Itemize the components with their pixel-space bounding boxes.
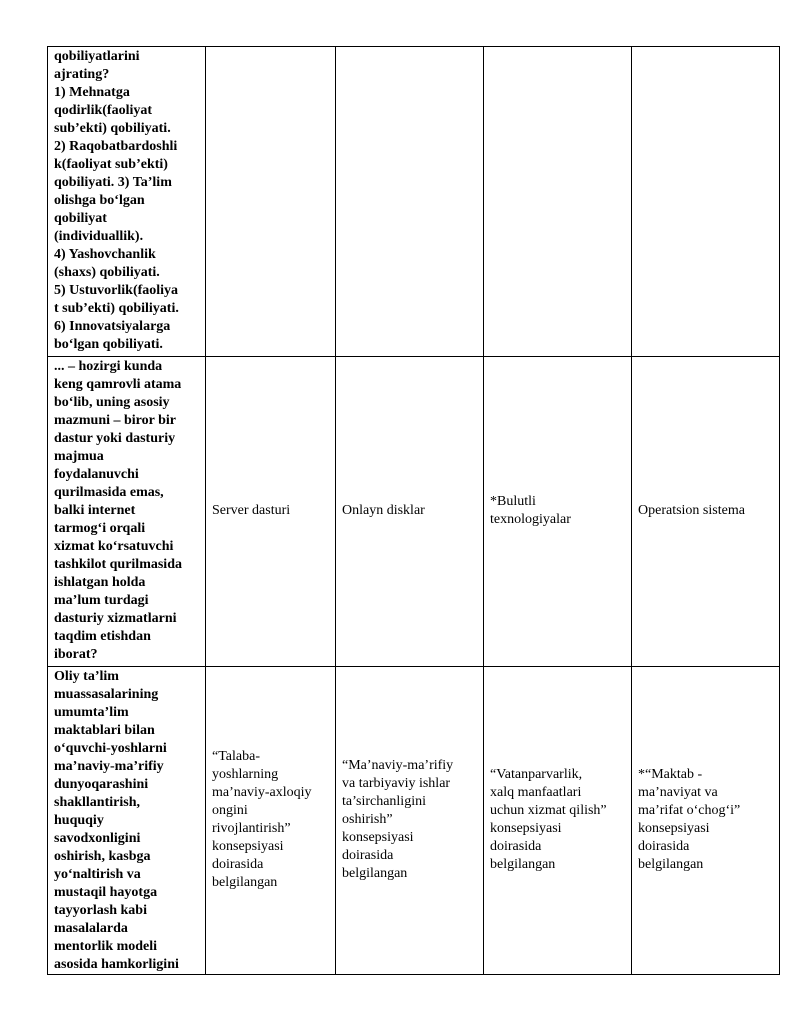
- answer-text-line: Operatsion sistema: [638, 503, 745, 518]
- answer-text-line: belgilangan: [638, 857, 704, 872]
- answer-text-line: *“Maktab -: [638, 767, 703, 782]
- question-text-line: qobiliyatlarini: [54, 49, 140, 64]
- table-row: [48, 357, 780, 667]
- answer-option-cell: [206, 357, 336, 667]
- question-text-line: ajrating?: [54, 67, 110, 82]
- question-text-line: 4) Yashovchanlik: [54, 247, 156, 262]
- question-text-line: huquqiy: [54, 813, 104, 828]
- question-text-line: k(faoliyat sub’ekti): [54, 157, 168, 172]
- question-text-line: Oliy ta’lim: [54, 669, 119, 684]
- answer-text-line: konsepsiyasi: [638, 821, 710, 836]
- question-text-line: oshirish, kasbga: [54, 849, 151, 864]
- table-row: [48, 47, 780, 357]
- question-text-line: 5) Ustuvorlik(faoliya: [54, 283, 179, 298]
- question-text-line: savodxonligini: [54, 831, 141, 846]
- answer-text-line: belgilangan: [342, 866, 408, 881]
- question-text-line: qurilmasida emas,: [54, 485, 164, 500]
- question-text-line: 1) Mehnatga: [54, 85, 130, 100]
- question-text-line: masalalarda: [54, 921, 128, 936]
- question-text-line: (individuallik).: [54, 229, 144, 244]
- answer-text-line: Onlayn disklar: [342, 503, 425, 518]
- answer-text-line: rivojlantirish”: [212, 821, 291, 836]
- question-text-line: maktablari bilan: [54, 723, 155, 738]
- question-text-line: t sub’ekti) qobiliyati.: [54, 301, 179, 316]
- answer-option-cell: [484, 667, 632, 975]
- question-text-line: majmua: [54, 449, 104, 464]
- question-text-line: foydalanuvchi: [54, 467, 139, 482]
- question-text-line: muassasalarining: [54, 687, 159, 702]
- answer-text-line: *Bulutli: [490, 494, 536, 509]
- question-cell: [48, 357, 206, 667]
- answer-text-line: xalq manfaatlari: [490, 785, 582, 800]
- answer-option-cell: [206, 47, 336, 357]
- question-text-line: tarmog‘i orqali: [54, 521, 146, 536]
- question-text-line: yo‘naltirish va: [54, 867, 141, 882]
- answer-text-line: uchun xizmat qilish”: [490, 803, 607, 818]
- question-text-line: umumta’lim: [54, 705, 129, 720]
- question-text-line: mentorlik modeli: [54, 939, 158, 954]
- answer-text-line: konsepsiyasi: [490, 821, 562, 836]
- question-text-line: olishga bo‘lgan: [54, 193, 145, 208]
- answer-text-line: ta’sirchanligini: [342, 794, 426, 809]
- question-text-line: balki internet: [54, 503, 136, 518]
- answer-text-line: ongini: [212, 803, 248, 818]
- answer-text-line: doirasida: [212, 857, 264, 872]
- question-text-line: qodirlik(faoliyat: [54, 103, 153, 118]
- answer-option-cell: [336, 47, 484, 357]
- question-text-line: qobiliyati. 3) Ta’lim: [54, 175, 172, 190]
- answer-option-cell: [336, 357, 484, 667]
- answer-text-line: Server dasturi: [212, 503, 291, 518]
- answer-option-cell: [632, 357, 780, 667]
- answer-text-line: va tarbiyaviy ishlar: [342, 776, 451, 791]
- question-text-line: ma’lum turdagi: [54, 593, 149, 608]
- question-text-line: o‘quvchi-yoshlarni: [54, 741, 167, 756]
- answer-text-line: konsepsiyasi: [342, 830, 414, 845]
- answer-text-line: belgilangan: [490, 857, 556, 872]
- question-text-line: (shaxs) qobiliyati.: [54, 265, 160, 280]
- question-text-line: mazmuni – biror bir: [54, 413, 176, 428]
- questions-table: [47, 46, 780, 975]
- question-text-line: tashkilot qurilmasida: [54, 557, 182, 572]
- question-text-line: ... – hozirgi kunda: [54, 359, 163, 374]
- answer-option-cell: [632, 47, 780, 357]
- answer-text-line: “Talaba-: [212, 749, 260, 764]
- question-text-line: tayyorlash kabi: [54, 903, 147, 918]
- question-text-line: bo‘lgan qobiliyati.: [54, 337, 163, 352]
- answer-option-cell: [484, 357, 632, 667]
- question-cell: [48, 47, 206, 357]
- answer-text-line: ma’rifat o‘chog‘i”: [638, 803, 741, 818]
- answer-option-cell: [632, 667, 780, 975]
- question-text-line: qobiliyat: [54, 211, 107, 226]
- answer-text-line: doirasida: [342, 848, 394, 863]
- question-text-line: keng qamrovli atama: [54, 377, 182, 392]
- question-text-line: ishlatgan holda: [54, 575, 146, 590]
- question-text-line: 6) Innovatsiyalarga: [54, 319, 171, 334]
- answer-text-line: doirasida: [490, 839, 542, 854]
- question-text-line: sub’ekti) qobiliyati.: [54, 121, 171, 136]
- answer-text-line: oshirish”: [342, 812, 393, 827]
- question-text-line: dunyoqarashini: [54, 777, 149, 792]
- table-row: [48, 667, 780, 975]
- question-text-line: shakllantirish,: [54, 795, 140, 810]
- question-text-line: xizmat ko‘rsatuvchi: [54, 539, 174, 554]
- answer-text-line: konsepsiyasi: [212, 839, 284, 854]
- answer-text-line: doirasida: [638, 839, 690, 854]
- question-text-line: mustaqil hayotga: [54, 885, 158, 900]
- answer-text-line: ma’naviyat va: [638, 785, 718, 800]
- question-text-line: 2) Raqobatbardoshli: [54, 139, 178, 154]
- answer-text-line: texnologiyalar: [490, 512, 571, 527]
- answer-text-line: ma’naviy-axloqiy: [212, 785, 312, 800]
- answer-text-line: belgilangan: [212, 875, 278, 890]
- question-text-line: taqdim etishdan: [54, 629, 151, 644]
- question-text-line: dastur yoki dasturiy: [54, 431, 176, 446]
- question-text-line: asosida hamkorligini: [54, 957, 179, 972]
- answer-option-cell: [336, 667, 484, 975]
- question-text-line: bo‘lib, uning asosiy: [54, 395, 170, 410]
- answer-text-line: yoshlarning: [212, 767, 279, 782]
- answer-option-cell: [206, 667, 336, 975]
- question-text-line: ma’naviy-ma’rifiy: [54, 759, 164, 774]
- question-cell: [48, 667, 206, 975]
- question-text-line: iborat?: [54, 647, 98, 662]
- questions-table-body: [48, 47, 780, 975]
- answer-text-line: “Ma’naviy-ma’rifiy: [342, 758, 454, 773]
- answer-text-line: “Vatanparvarlik,: [490, 767, 583, 782]
- question-text-line: dasturiy xizmatlarni: [54, 611, 177, 626]
- answer-option-cell: [484, 47, 632, 357]
